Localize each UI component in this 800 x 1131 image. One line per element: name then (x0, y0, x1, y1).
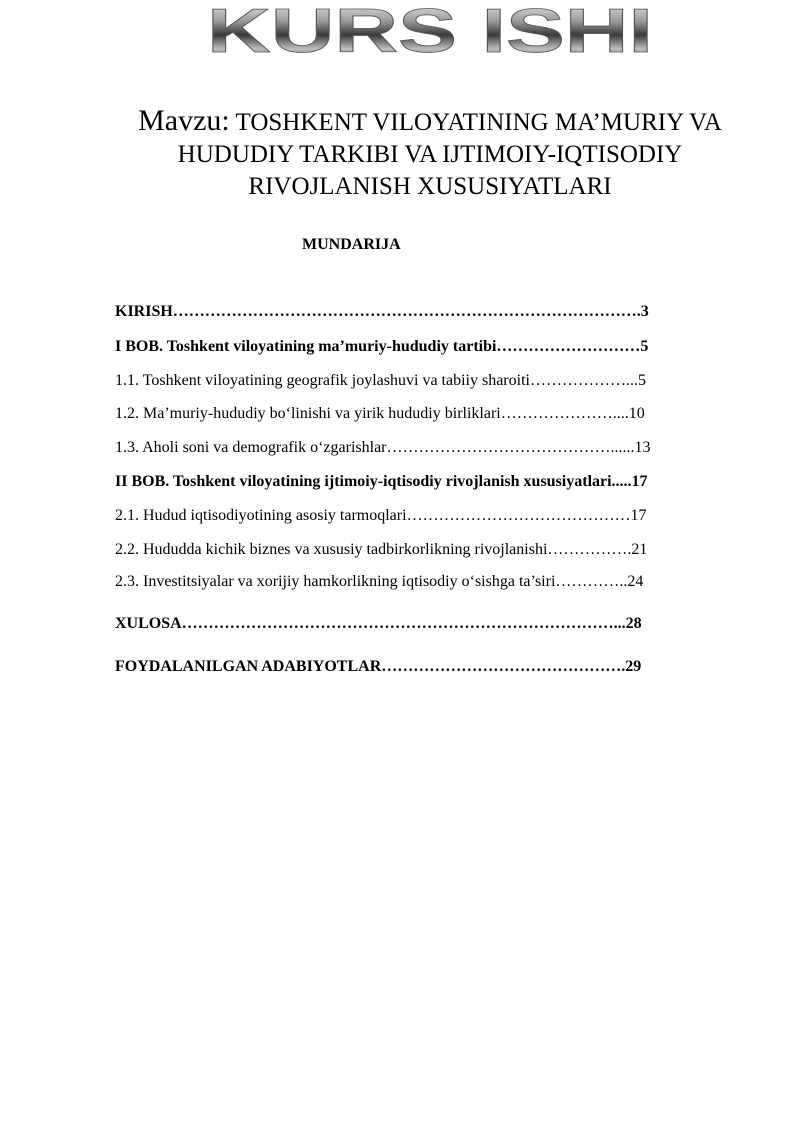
toc-entry: 1.1. Toshkent viloyatining geografik joylashuvi va tabiiy sharoiti………………...5 (115, 372, 646, 389)
toc-entry: FOYDALANILGAN ADABIYOTLAR……………………………………….29 (115, 658, 642, 675)
topic-text: TOSHKENT VILOYATINING MA’MURIY VA HUDUDIY TARKIBI VA IJTIMOIY-IQTISODIY RIVOJLANISH XUSUSIYATLARI (177, 109, 722, 200)
toc-entry: II BOB. Toshkent viloyatining ijtimoiy-iqtisodiy rivojlanish xususiyatlari.....17 (115, 473, 648, 490)
toc-entry: 2.3. Investitsiyalar va xorijiy hamkorlikning iqtisodiy o‘sishga ta’siri…………..24 (115, 573, 644, 590)
toc-heading: MUNDARIJA (302, 236, 401, 253)
toc-entry: 1.3. Aholi soni va demografik o‘zgarishlar……………………………………......13 (115, 439, 651, 456)
toc-entry: KIRISH…………………………………………………………………………….3 (115, 303, 649, 320)
toc-entry: XULOSA………………………………………………………………………...28 (115, 615, 642, 632)
kurs-ishi-wordart-title (205, 2, 655, 58)
toc-entry: 2.2. Hududda kichik biznes va xususiy tadbirkorlikning rivojlanishi…………….21 (115, 541, 648, 558)
toc-entry: 2.1. Hudud iqtisodiyotining asosiy tarmoqlari……………………………………17 (115, 507, 647, 524)
topic-title (110, 105, 750, 203)
kurs-ishi-text: KURS ISHI (207, 2, 653, 58)
topic-prefix: Mavzu: (138, 104, 230, 137)
toc-entry: 1.2. Ma’muriy-hududiy bo‘linishi va yirik hududiy birliklari…………………....10 (115, 405, 645, 422)
toc-entry: I BOB. Toshkent viloyatining ma’muriy-hududiy tartibi………………………5 (115, 338, 649, 355)
